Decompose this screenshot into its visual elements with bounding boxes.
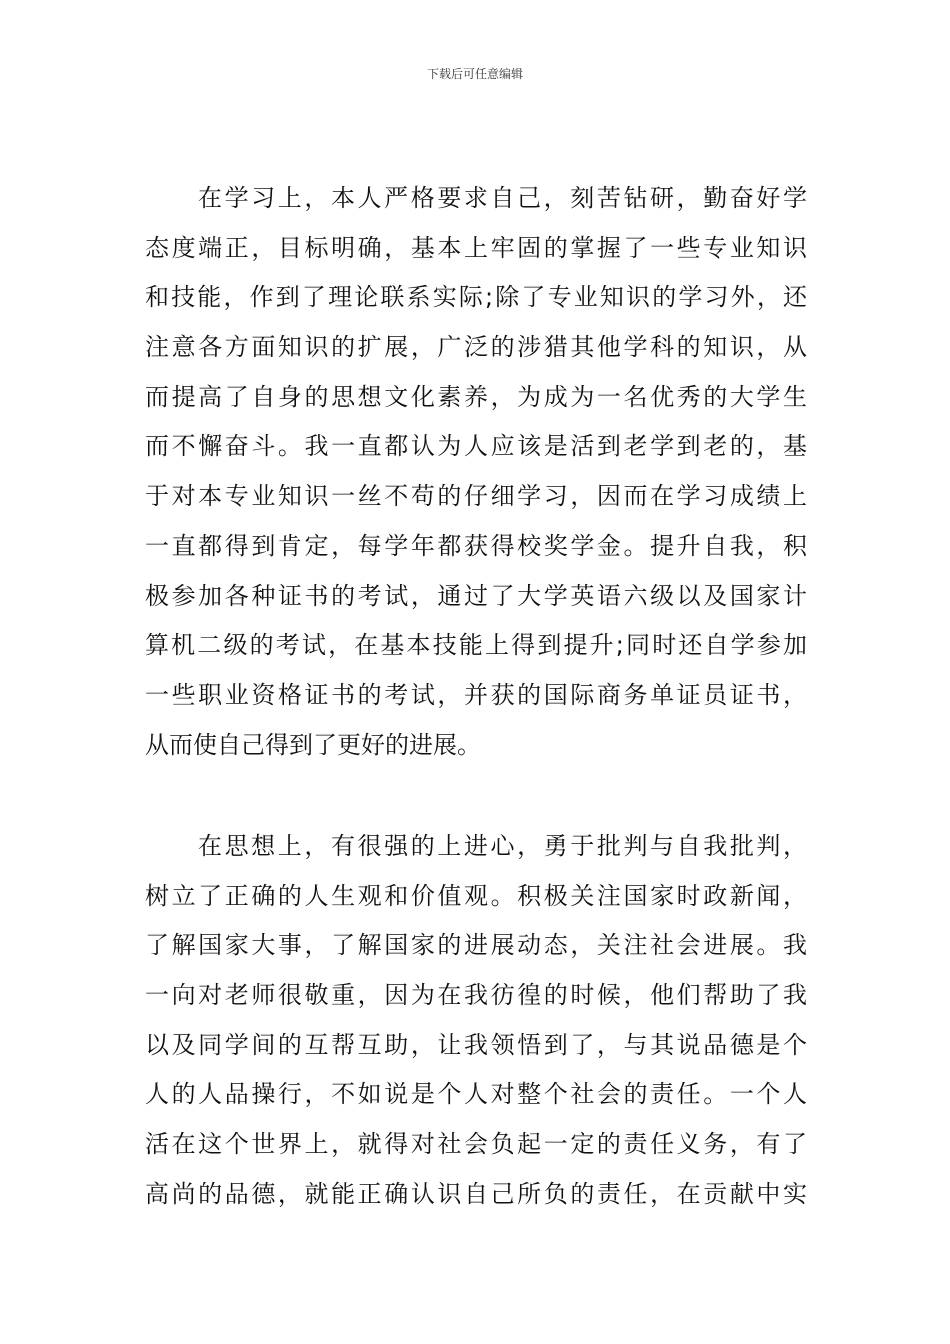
paragraph-line: 极参加各种证书的考试，通过了大学英语六级以及国家计 [145,581,807,610]
paragraph-line: 一些职业资格证书的考试，并获的国际商务单证员证书， [145,680,807,709]
paragraph-line: 从而使自己得到了更好的进展。 [145,730,481,759]
paragraph-line: 一直都得到肯定，每学年都获得校奖学金。提升自我，积 [145,531,807,560]
paragraph-line: 以及同学间的互帮互助，让我领悟到了，与其说品德是个 [145,1030,807,1059]
page-header-note: 下载后可任意编辑 [426,67,523,81]
paragraph-line: 高尚的品德，就能正确认识自己所负的责任，在贡献中实 [145,1179,807,1208]
paragraph-line: 活在这个世界上，就得对社会负起一定的责任义务，有了 [145,1130,807,1159]
paragraph-line: 在思想上，有很强的上进心，勇于批判与自我批判， [198,832,807,860]
paragraph-line: 人的人品操行，不如说是个人对整个社会的责任。一个人 [145,1080,807,1109]
paragraph-line: 而不懈奋斗。我一直都认为人应该是活到老学到老的，基 [145,432,807,461]
paragraph-thought [145,822,807,1220]
paragraph-line: 一向对老师很敬重，因为在我彷徨的时候，他们帮助了我 [145,981,807,1010]
paragraph-line: 树立了正确的人生观和价值观。积极关注国家时政新闻， [145,881,807,910]
paragraph-line: 在学习上，本人严格要求自己，刻苦钻研，勤奋好学 [198,184,807,212]
paragraph-line: 和技能，作到了理论联系实际;除了专业知识的学习外，还 [145,283,807,312]
paragraph-line: 而提高了自身的思想文化素养，为成为一名优秀的大学生 [145,382,807,411]
paragraph-line: 态度端正，目标明确，基本上牢固的掌握了一些专业知识 [145,233,807,262]
paragraph-line: 算机二级的考试，在基本技能上得到提升;同时还自学参加 [145,631,807,660]
paragraph-line: 了解国家大事，了解国家的进展动态，关注社会进展。我 [145,931,807,960]
paragraph-line: 于对本专业知识一丝不苟的仔细学习，因而在学习成绩上 [145,482,807,511]
paragraph-study [145,174,807,770]
paragraph-line: 注意各方面知识的扩展，广泛的涉猎其他学科的知识，从 [145,333,807,362]
